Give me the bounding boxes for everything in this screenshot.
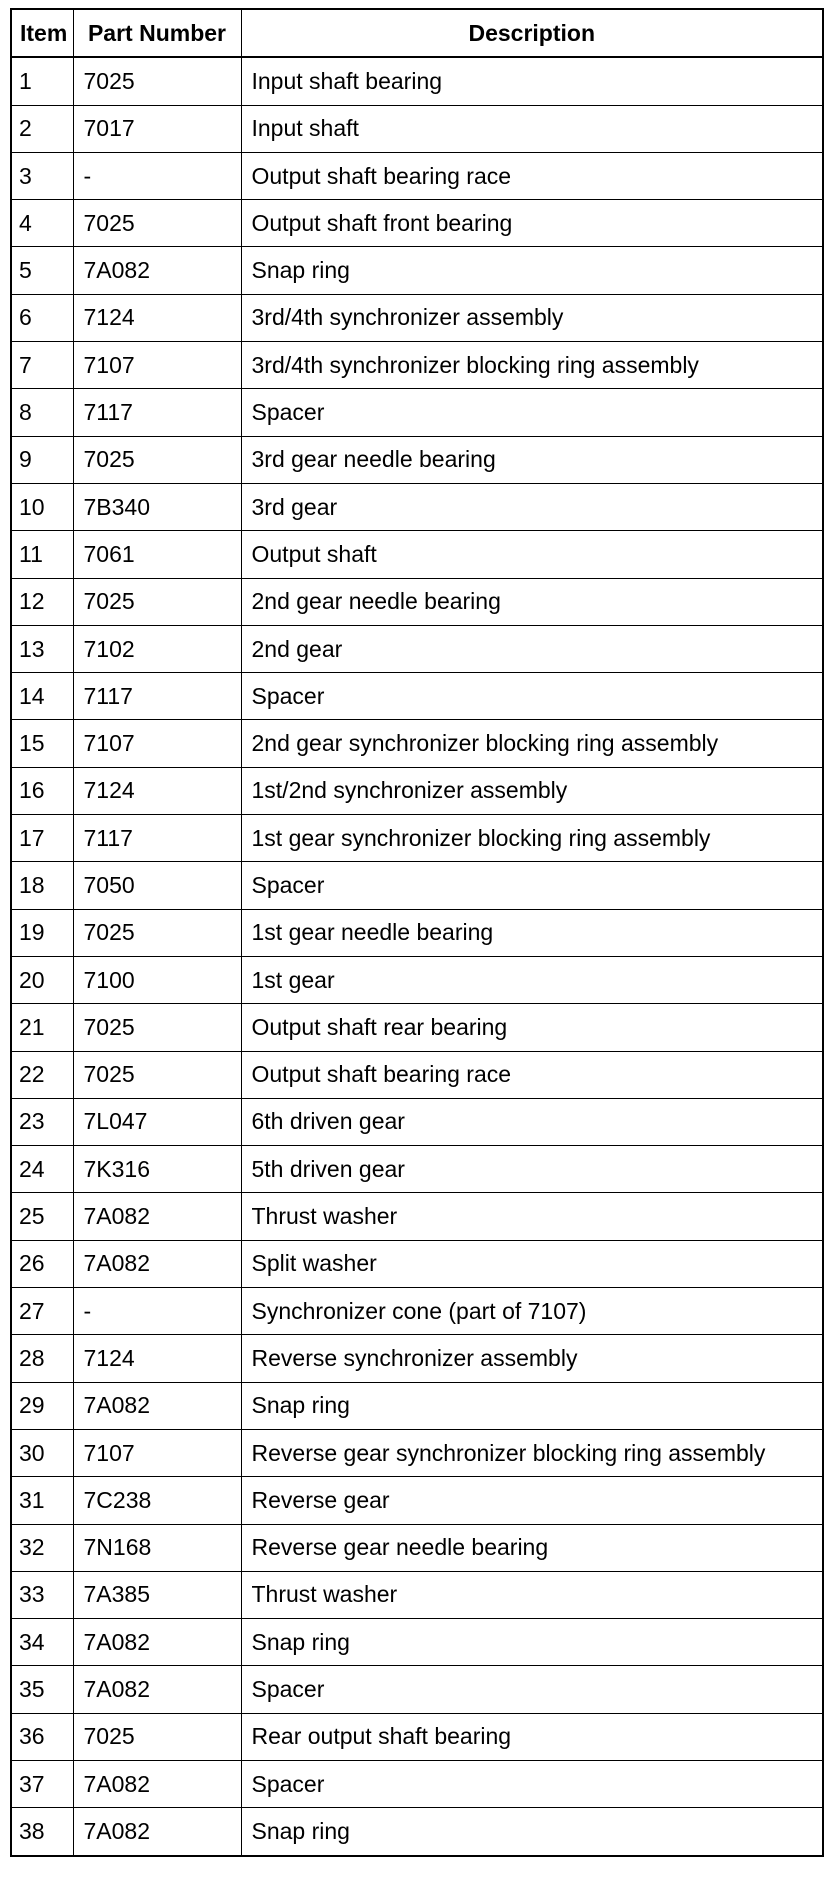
item-cell: 2 [11, 105, 73, 152]
table-row [11, 767, 823, 814]
table-row [11, 1240, 823, 1287]
description-cell: Spacer [241, 862, 823, 909]
table-row [11, 1760, 823, 1807]
part-number-cell: 7A082 [73, 1760, 241, 1807]
description-cell: 1st gear [241, 956, 823, 1003]
part-number-cell: 7A082 [73, 1193, 241, 1240]
item-cell: 1 [11, 57, 73, 105]
item-cell: 16 [11, 767, 73, 814]
table-row [11, 57, 823, 105]
description-cell: Snap ring [241, 1808, 823, 1856]
header-row [11, 9, 823, 57]
description-cell: 1st gear needle bearing [241, 909, 823, 956]
description-cell: 3rd/4th synchronizer assembly [241, 294, 823, 341]
description-cell: Output shaft [241, 531, 823, 578]
table-row [11, 578, 823, 625]
item-cell: 11 [11, 531, 73, 578]
description-cell: Spacer [241, 1760, 823, 1807]
table-row [11, 956, 823, 1003]
table-row [11, 247, 823, 294]
item-cell: 35 [11, 1666, 73, 1713]
item-cell: 13 [11, 625, 73, 672]
item-cell: 8 [11, 389, 73, 436]
description-cell: Rear output shaft bearing [241, 1713, 823, 1760]
item-cell: 7 [11, 342, 73, 389]
table-row [11, 105, 823, 152]
description-cell: Spacer [241, 389, 823, 436]
table-row [11, 815, 823, 862]
part-number-cell: 7017 [73, 105, 241, 152]
description-cell: Output shaft front bearing [241, 200, 823, 247]
part-number-cell: 7A385 [73, 1571, 241, 1618]
part-number-cell: 7107 [73, 720, 241, 767]
item-cell: 9 [11, 436, 73, 483]
part-number-cell: 7C238 [73, 1477, 241, 1524]
description-cell: Snap ring [241, 1382, 823, 1429]
part-number-cell: 7K316 [73, 1146, 241, 1193]
description-cell: Spacer [241, 673, 823, 720]
part-number-cell: 7025 [73, 57, 241, 105]
item-cell: 37 [11, 1760, 73, 1807]
description-cell: Thrust washer [241, 1571, 823, 1618]
header-part-number: Part Number [73, 9, 241, 57]
table-row [11, 862, 823, 909]
part-number-cell: 7B340 [73, 483, 241, 530]
item-cell: 30 [11, 1429, 73, 1476]
item-cell: 26 [11, 1240, 73, 1287]
item-cell: 17 [11, 815, 73, 862]
table-row [11, 1571, 823, 1618]
description-cell: Input shaft [241, 105, 823, 152]
table-row [11, 1098, 823, 1145]
part-number-cell: 7A082 [73, 247, 241, 294]
part-number-cell: 7A082 [73, 1240, 241, 1287]
item-cell: 34 [11, 1619, 73, 1666]
part-number-cell: 7025 [73, 909, 241, 956]
part-number-cell: 7025 [73, 1004, 241, 1051]
item-cell: 32 [11, 1524, 73, 1571]
item-cell: 18 [11, 862, 73, 909]
table-row [11, 1051, 823, 1098]
item-cell: 24 [11, 1146, 73, 1193]
table-row [11, 1193, 823, 1240]
item-cell: 14 [11, 673, 73, 720]
description-cell: Snap ring [241, 247, 823, 294]
part-number-cell: 7107 [73, 342, 241, 389]
item-cell: 15 [11, 720, 73, 767]
table-row [11, 720, 823, 767]
part-number-cell: 7N168 [73, 1524, 241, 1571]
description-cell: Reverse gear [241, 1477, 823, 1524]
table-row [11, 625, 823, 672]
part-number-cell: 7025 [73, 200, 241, 247]
table-row [11, 1288, 823, 1335]
table-row [11, 1335, 823, 1382]
table-row [11, 342, 823, 389]
item-cell: 29 [11, 1382, 73, 1429]
description-cell: Snap ring [241, 1619, 823, 1666]
item-cell: 19 [11, 909, 73, 956]
table-row [11, 152, 823, 199]
description-cell: 1st gear synchronizer blocking ring assembly [241, 815, 823, 862]
part-number-cell: - [73, 1288, 241, 1335]
part-number-cell: 7A082 [73, 1382, 241, 1429]
table-row [11, 1004, 823, 1051]
part-number-cell: 7061 [73, 531, 241, 578]
description-cell: Output shaft bearing race [241, 1051, 823, 1098]
parts-table [10, 8, 824, 1857]
description-cell: Split washer [241, 1240, 823, 1287]
description-cell: 2nd gear needle bearing [241, 578, 823, 625]
part-number-cell: 7117 [73, 815, 241, 862]
description-cell: Synchronizer cone (part of 7107) [241, 1288, 823, 1335]
part-number-cell: 7A082 [73, 1666, 241, 1713]
description-cell: 3rd gear needle bearing [241, 436, 823, 483]
table-header [11, 9, 823, 57]
table-row [11, 1429, 823, 1476]
table-row [11, 1808, 823, 1856]
description-cell: Output shaft rear bearing [241, 1004, 823, 1051]
description-cell: Reverse synchronizer assembly [241, 1335, 823, 1382]
description-cell: 2nd gear synchronizer blocking ring assembly [241, 720, 823, 767]
part-number-cell: 7025 [73, 1051, 241, 1098]
item-cell: 33 [11, 1571, 73, 1618]
table-row [11, 909, 823, 956]
table-row [11, 1524, 823, 1571]
description-cell: 6th driven gear [241, 1098, 823, 1145]
table-row [11, 436, 823, 483]
table-row [11, 200, 823, 247]
part-number-cell: 7L047 [73, 1098, 241, 1145]
description-cell: 2nd gear [241, 625, 823, 672]
part-number-cell: 7124 [73, 767, 241, 814]
item-cell: 23 [11, 1098, 73, 1145]
description-cell: 3rd/4th synchronizer blocking ring assembly [241, 342, 823, 389]
item-cell: 27 [11, 1288, 73, 1335]
item-cell: 10 [11, 483, 73, 530]
part-number-cell: 7107 [73, 1429, 241, 1476]
item-cell: 25 [11, 1193, 73, 1240]
description-cell: 3rd gear [241, 483, 823, 530]
part-number-cell: 7025 [73, 1713, 241, 1760]
part-number-cell: 7050 [73, 862, 241, 909]
item-cell: 28 [11, 1335, 73, 1382]
part-number-cell: 7A082 [73, 1619, 241, 1666]
table-row [11, 1382, 823, 1429]
table-body [11, 57, 823, 1855]
part-number-cell: 7A082 [73, 1808, 241, 1856]
description-cell: Thrust washer [241, 1193, 823, 1240]
item-cell: 31 [11, 1477, 73, 1524]
item-cell: 38 [11, 1808, 73, 1856]
table-row [11, 389, 823, 436]
description-cell: Reverse gear synchronizer blocking ring assembly [241, 1429, 823, 1476]
table-row [11, 294, 823, 341]
part-number-cell: 7124 [73, 1335, 241, 1382]
description-cell: Spacer [241, 1666, 823, 1713]
description-cell: 5th driven gear [241, 1146, 823, 1193]
item-cell: 12 [11, 578, 73, 625]
part-number-cell: 7100 [73, 956, 241, 1003]
item-cell: 36 [11, 1713, 73, 1760]
table-row [11, 1619, 823, 1666]
part-number-cell: 7124 [73, 294, 241, 341]
item-cell: 4 [11, 200, 73, 247]
description-cell: Output shaft bearing race [241, 152, 823, 199]
part-number-cell: 7117 [73, 389, 241, 436]
table-row [11, 673, 823, 720]
item-cell: 6 [11, 294, 73, 341]
item-cell: 21 [11, 1004, 73, 1051]
description-cell: Reverse gear needle bearing [241, 1524, 823, 1571]
table-row [11, 1477, 823, 1524]
description-cell: Input shaft bearing [241, 57, 823, 105]
table-row [11, 531, 823, 578]
part-number-cell: 7102 [73, 625, 241, 672]
table-row [11, 1666, 823, 1713]
header-description: Description [241, 9, 823, 57]
table-row [11, 1146, 823, 1193]
part-number-cell: - [73, 152, 241, 199]
header-item: Item [11, 9, 73, 57]
table-row [11, 483, 823, 530]
description-cell: 1st/2nd synchronizer assembly [241, 767, 823, 814]
item-cell: 3 [11, 152, 73, 199]
part-number-cell: 7117 [73, 673, 241, 720]
part-number-cell: 7025 [73, 436, 241, 483]
table-row [11, 1713, 823, 1760]
item-cell: 20 [11, 956, 73, 1003]
item-cell: 22 [11, 1051, 73, 1098]
part-number-cell: 7025 [73, 578, 241, 625]
item-cell: 5 [11, 247, 73, 294]
